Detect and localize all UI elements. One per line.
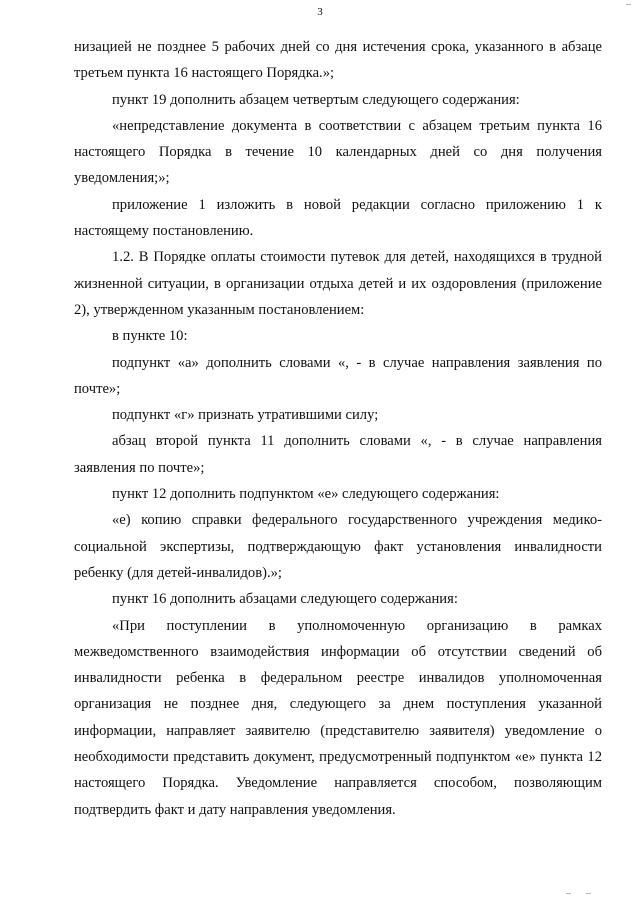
- paragraph-subpoint-a: подпункт «а» дополнить словами «, - в случае направления заявления по почте»;: [74, 354, 602, 397]
- paragraph-point-10: в пункте 10:: [112, 328, 188, 345]
- paragraph-point-19: пункт 19 дополнить абзацем четвертым следующего содержания:: [112, 91, 520, 108]
- scan-edge-mark: [626, 4, 631, 5]
- scan-edge-mark: [586, 893, 591, 894]
- paragraph-section-1-2: 1.2. В Порядке оплаты стоимости путевок для детей, находящихся в трудной жизненной ситуации, в организации отдыха детей и их оздоровления (приложение 2), утвержденном указанным постановлением:: [74, 249, 602, 318]
- paragraph-quote-interagency: «При поступлении в уполномоченную организацию в рамках межведомственного взаимодействия информации об отсутствии сведений об инвалидности ребенка в федеральном реестре инвалидов уполномоченная организация не позднее дня, следующего за днем поступления указанной информации, направляет заявителю (представителю заявителя) уведомление о необходимости представить документ, предусмотренный подпунктом «е» пункта 12 настоящего Порядка. Уведомление направляется способом, позволяющим подтвердить факт и дату направления уведомления.: [74, 617, 602, 818]
- paragraph-point-12: пункт 12 дополнить подпунктом «е» следующего содержания:: [112, 486, 500, 503]
- scan-edge-mark: [566, 893, 571, 894]
- paragraph-point-16: пункт 16 дополнить абзацами следующего содержания:: [112, 591, 458, 608]
- page-number: 3: [317, 6, 323, 18]
- paragraph-subpoint-e: «е) копию справки федерального государственного учреждения медико-социальной экспертизы, подтверждающую факт установления инвалидности ребенку (для детей-инвалидов).»;: [74, 512, 602, 581]
- paragraph-point-11: абзац второй пункта 11 дополнить словами «, - в случае направления заявления по почте»;: [74, 433, 602, 476]
- document-body: [74, 34, 602, 823]
- paragraph-appendix-1: приложение 1 изложить в новой редакции согласно приложению 1 к настоящему постановлению.: [74, 196, 602, 240]
- paragraph-quote-nonsubmission: «непредставление документа в соответствии с абзацем третьим пункта 16 настоящего Порядка в течение 10 календарных дней со дня получения уведомления;»;: [74, 117, 602, 187]
- paragraph-subpoint-g: подпункт «г» признать утратившими силу;: [112, 407, 379, 424]
- paragraph-continuation: низацией не позднее 5 рабочих дней со дня истечения срока, указанного в абзаце третьем пункта 16 настоящего Порядка.»;: [74, 39, 602, 82]
